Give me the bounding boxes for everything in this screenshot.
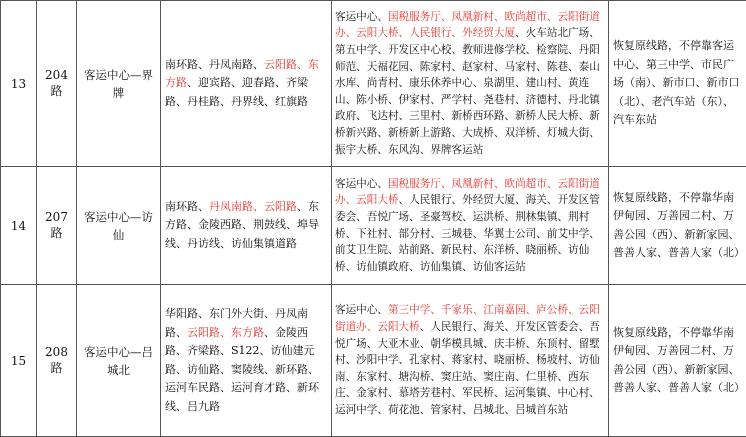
row-number: 13 bbox=[1, 1, 37, 167]
route-name: 客运中心—界牌 bbox=[77, 1, 161, 167]
text-segment: 、迎宾路、迎春路、齐梁路、丹桂路、丹界线、红旗路 bbox=[165, 76, 308, 108]
text-segment: 南环路、丹凤南路、 bbox=[165, 58, 264, 71]
route-stops bbox=[332, 1, 609, 167]
route-stops bbox=[332, 167, 609, 285]
highlighted-segment: 国税服务厅、凤凰新村、欧尚超市、云阳街道办、云阳大桥、人民银行、外经贸大厦 bbox=[335, 11, 600, 40]
bus-line: 208 路 bbox=[37, 285, 77, 437]
text-segment: 、金陵西路、齐梁路、S122、访仙建元路、访仙路、窦陵线、新环路、运河车民路、运河育才路、新环线、吕九路 bbox=[165, 326, 319, 413]
text-segment: 、火车站北广场、第五中学、开发区中心校、教师进修学校、检察院、丹阳师范、天福花园、陈家村、赵家村、马家村、陈巷、泰山水库、尚青村、康乐休养中心、泉湖里、建山村、黄连山、陈小桥、伊家村、严学村、尧巷村、济德村、丹北镇政府、飞达村、三里村、新桥西环路、新桥人民大桥、新桥新兴路、新桥新上游路、大成桥、双洋桥、灯城大街、振宇大桥、东风沟、界牌客运站 bbox=[335, 27, 600, 155]
highlighted-segment: 云阳路、东方路 bbox=[165, 58, 319, 90]
route-stops bbox=[332, 285, 609, 437]
route-change-note: 恢复原线路，不停靠客运中心、第三中学、市民广场（南）、新市口、新市口（北）、老汽车站（东）、汽车东站 bbox=[609, 1, 746, 167]
text-segment: 、人民银行、海关、开发区管委会、吾悦广场、大亚木业、朝华模具城、庆丰桥、东顶村、留墅村、沙阳中学、孔家村、蒋家村、晓丽桥、杨坡村、访仙南、东家村、塘沟桥、窦庄站、窦庄南、仁里桥、西东庄、金家村、慕塔芳巷村、军民桥、运河集镇、中心村、运河中学、荷花池、管家村、吕城北、吕城首东站 bbox=[335, 321, 600, 416]
route-name: 客运中心—访仙 bbox=[77, 167, 161, 285]
highlighted-segment: 国税服务厅、凤凰新村、欧尚超市、云阳街道办、云阳大桥 bbox=[335, 178, 600, 207]
table-row bbox=[1, 1, 746, 167]
text-segment: 客运中心、 bbox=[335, 304, 388, 316]
text-segment: 客运中心、 bbox=[335, 11, 388, 23]
route-roads bbox=[161, 167, 332, 285]
highlighted-segment: 第三中学、千家乐、江南嘉园、庐公桥、云阳街道办、云阳大桥 bbox=[335, 304, 600, 333]
row-number: 14 bbox=[1, 167, 37, 285]
route-change-note: 恢复原线路，不停靠华南伊甸园、万善园二村、万善公园（西）、新新家园、普善人家、普善人家（北） bbox=[609, 285, 746, 437]
route-roads bbox=[161, 1, 332, 167]
row-number: 15 bbox=[1, 285, 37, 437]
route-change-note: 恢复原线路，不停靠华南伊甸园、万善园二村、万善公园（西）、新新家园、普善人家、普善人家（北） bbox=[609, 167, 746, 285]
route-roads bbox=[161, 285, 332, 437]
text-segment: 客运中心、 bbox=[335, 178, 388, 190]
bus-line: 204 路 bbox=[37, 1, 77, 167]
bus-line: 207 路 bbox=[37, 167, 77, 285]
table-row bbox=[1, 167, 746, 285]
text-segment: 南环路、 bbox=[165, 200, 209, 213]
table-row bbox=[1, 285, 746, 437]
highlighted-segment: 云阳路、东方路 bbox=[187, 326, 264, 339]
text-segment: 、人民银行、外经贸大厦、海关、开发区管委会、吾悦广场、圣豪驾校、运洪桥、荆林集镇、荆村桥、下社村、部分村、三城巷、华翼士公司、前艾中学、前艾卫生院、站前路、新民村、东洋桥、晓丽桥、访仙桥、访仙镇政府、访仙集镇、访仙客运站 bbox=[335, 194, 600, 272]
highlighted-segment: 丹凤南路、云阳路 bbox=[209, 200, 297, 213]
text-segment: 、东方路、金陵西路、荆鼓线、埠导线、丹访线、访仙集镇道路 bbox=[165, 200, 319, 250]
route-name: 客运中心—吕城北 bbox=[77, 285, 161, 437]
text-segment: 华阳路、东门外大街、丹凤南路、 bbox=[165, 307, 308, 339]
